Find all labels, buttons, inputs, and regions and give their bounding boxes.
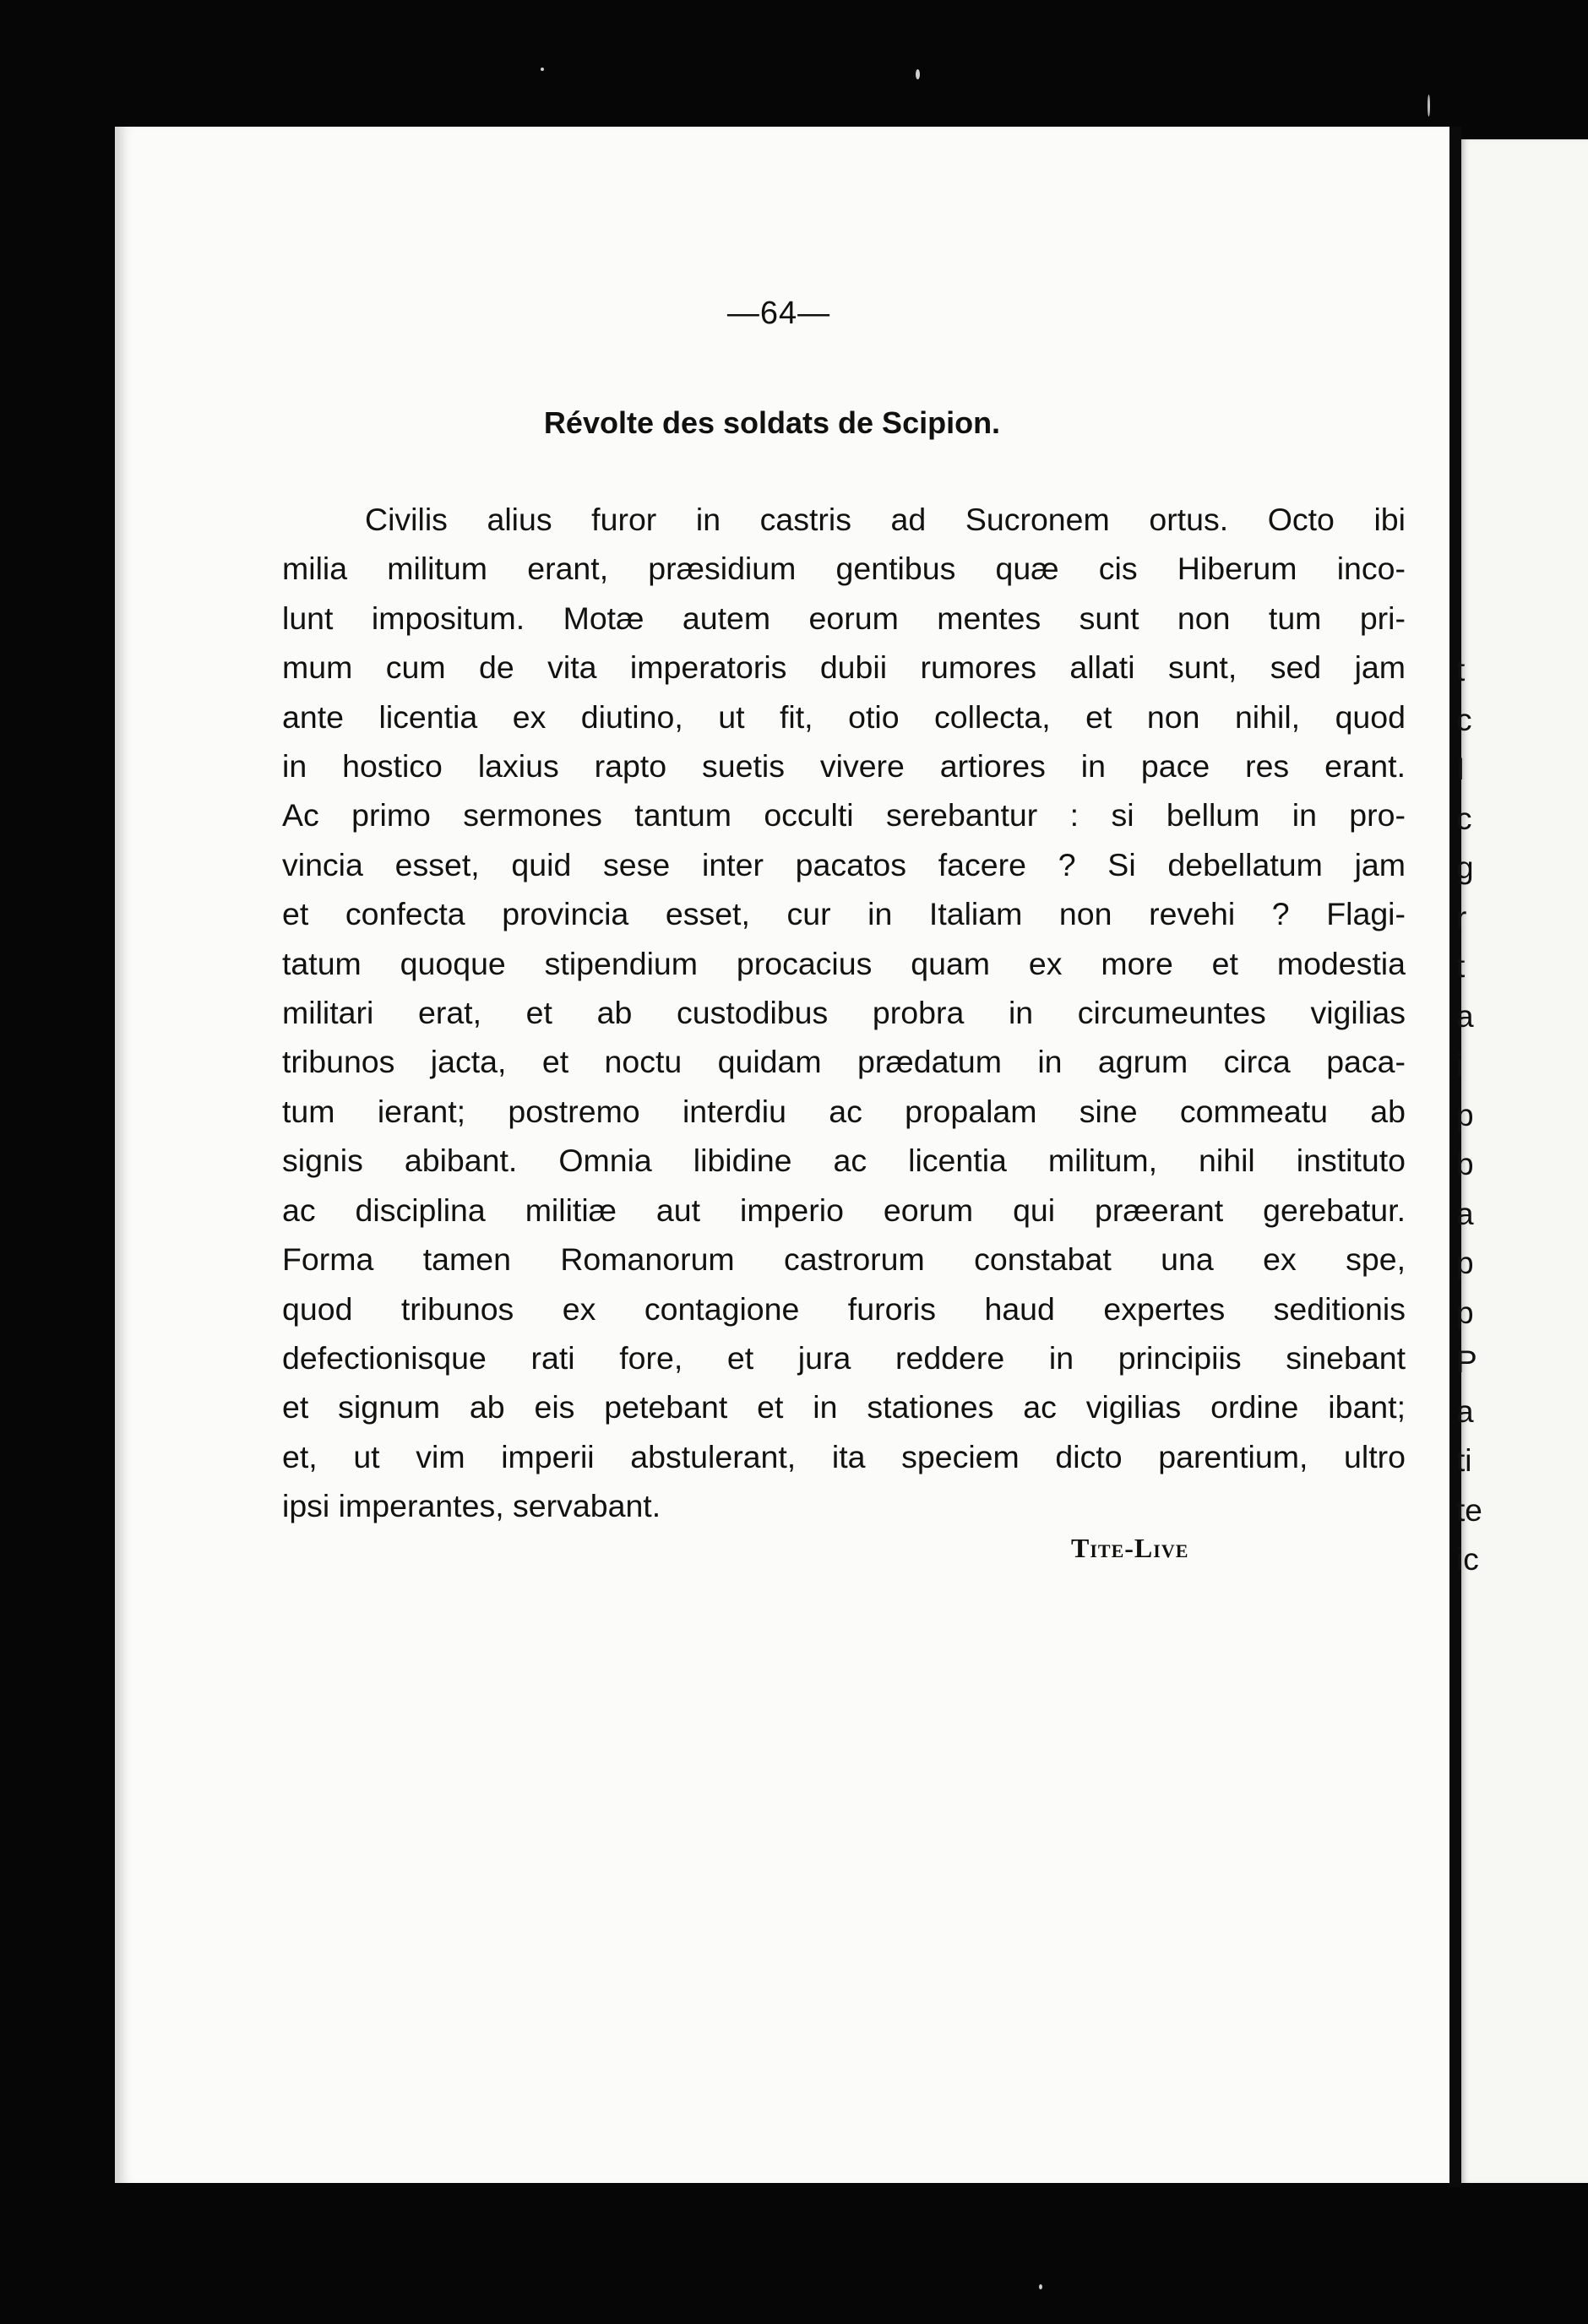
dust-speck: [1039, 2284, 1042, 2289]
text-line: milia militum erant, præsidium gentibus quæ cis Hiberum inco-: [282, 551, 1406, 587]
text-fragment: c: [1456, 702, 1472, 737]
text-fragment: a: [1456, 1196, 1474, 1231]
page-number: —64—: [726, 296, 831, 331]
text-fragment: ic: [1456, 1542, 1479, 1577]
text-fragment: p: [1456, 1246, 1474, 1280]
facing-page: [1456, 139, 1588, 2183]
text-line: lunt impositum. Motæ autem eorum mentes sunt non tum pri-: [282, 600, 1406, 636]
text-line: Civilis alius furor in castris ad Sucronem ortus. Octo ibi: [365, 502, 1406, 537]
text-line: in hostico laxius rapto suetis vivere artiores in pace res erant.: [282, 748, 1406, 785]
text-fragment: a: [1456, 1393, 1474, 1429]
text-line: Ac primo sermones tantum occulti serebantur : si bellum in pro-: [282, 797, 1406, 833]
text-line: signis abibant. Omnia libidine ac licentia militum, nihil instituto: [282, 1143, 1406, 1179]
text-fragment: r: [1456, 899, 1467, 935]
text-fragment: t: [1456, 949, 1466, 984]
dust-speck: [541, 68, 544, 71]
dust-speck: [916, 69, 920, 79]
text-fragment: t: [1456, 653, 1466, 687]
text-fragment: c: [1456, 801, 1472, 836]
text-line: ac disciplina militiæ aut imperio eorum qui præerant gerebatur.: [282, 1192, 1406, 1228]
text-fragment: p: [1456, 1295, 1474, 1330]
text-fragment: te: [1456, 1492, 1482, 1528]
text-line: tatum quoque stipendium procacius quam ex more et modestia: [282, 945, 1406, 981]
facing-page-text: [1456, 646, 1482, 1585]
chapter-title: Révolte des soldats de Scipion.: [543, 405, 1001, 440]
text-line: et, ut vim imperii abstulerant, ita speciem dicto parentium, ultro: [282, 1438, 1406, 1474]
text-line: ante licentia ex diutino, ut fit, otio collecta, et non nihil, quod: [282, 698, 1406, 735]
text-fragment: g: [1456, 850, 1474, 885]
text-line: et confecta provincia esset, cur in Italiam non revehi ? Flagi-: [282, 896, 1406, 932]
text-line: Forma tamen Romanorum castrorum constabat una ex spe,: [282, 1241, 1406, 1278]
text-fragment: ti: [1456, 1443, 1472, 1478]
text-fragment: P: [1456, 1344, 1477, 1379]
text-line: tum ierant; postremo interdiu ac propalam sine commeatu ab: [282, 1093, 1406, 1129]
body-paragraph: [282, 495, 1406, 1531]
text-line: defectionisque rati fore, et jura reddere in principiis sinebant: [282, 1339, 1406, 1376]
text-fragment: a: [1456, 998, 1474, 1034]
text-line: mum cum de vita imperatoris dubii rumores allati sunt, sed jam: [282, 649, 1406, 686]
text-line: tribunos jacta, et noctu quidam prædatum in agrum circa paca-: [282, 1044, 1406, 1080]
text-fragment: I: [1456, 752, 1466, 786]
text-line: militari erat, et ab custodibus probra in circumeuntes vigilias: [282, 995, 1406, 1031]
text-line: et signum ab eis petebant et in stationes ac vigilias ordine ibant;: [282, 1389, 1406, 1425]
text-fragment: i: [1456, 1048, 1464, 1083]
text-line: vincia esset, quid sese inter pacatos facere ? Si debellatum jam: [282, 846, 1406, 882]
book-page: [115, 127, 1453, 2183]
text-line: ipsi imperantes, servabant.: [282, 1488, 661, 1524]
dust-speck: [1428, 95, 1430, 117]
text-fragment: b: [1456, 1147, 1474, 1181]
text-line: quod tribunos ex contagione furoris haud expertes seditionis: [282, 1290, 1406, 1327]
text-fragment: p: [1456, 1097, 1474, 1132]
author-signature: Tite-Live: [1071, 1533, 1189, 1563]
